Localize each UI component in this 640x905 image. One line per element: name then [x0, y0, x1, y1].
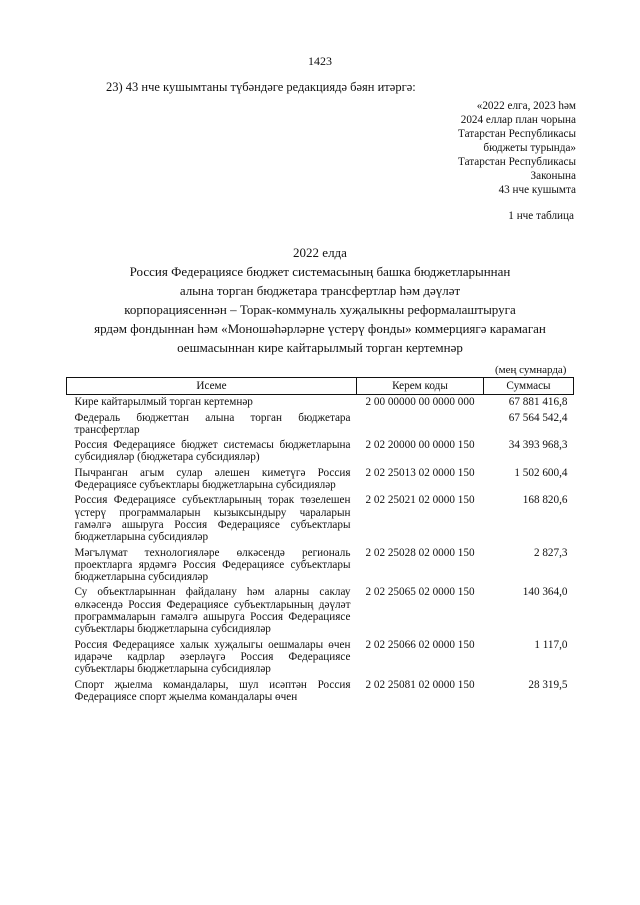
row-amount: 34 393 968,3	[508, 439, 568, 452]
row-code: 2 02 25065 02 0000 150	[365, 586, 475, 599]
annex-caption-line: «2022 елга, 2023 һәм	[476, 100, 576, 112]
annex-caption-line: Татарстан Республикасы	[458, 156, 576, 168]
table-row	[67, 411, 574, 439]
document-title-line: 2022 елда	[293, 245, 347, 260]
table-row	[67, 546, 574, 586]
row-amount: 67 881 416,8	[508, 396, 568, 409]
page-number: 1423	[308, 54, 332, 68]
row-amount: 168 820,6	[522, 494, 568, 507]
annex-caption-line: 43 нче кушымта	[498, 184, 576, 196]
table-row	[67, 395, 574, 411]
row-name: Россия Федерациясе бюджет системасы бюджетларына субсидияләр (бюджетара субсидияләр)	[74, 439, 351, 464]
table-row	[67, 438, 574, 466]
row-code: 2 00 00000 00 0000 000	[365, 396, 475, 409]
row-code: 2 02 25066 02 0000 150	[365, 638, 475, 651]
column-header-name: Исеме	[67, 378, 357, 395]
row-name: Федераль бюджеттан алына торган бюджетара трансфертлар	[74, 411, 351, 436]
row-name: Россия Федерациясе халык хуҗалыгы оешмалары өчен идарәче кадрлар әзерләүгә Россия Федерациясе субъектлары бюджетларына субсидияләр	[74, 638, 351, 676]
document-title-line: корпорациясеннән – Торак-коммуналь хуҗалыкны реформалаштыруга	[124, 302, 516, 317]
document-title-line: Россия Федерациясе бюджет системасының башка бюджетларыннан	[129, 264, 511, 279]
row-name: Кире кайтарылмый торган кертемнәр	[74, 396, 253, 409]
table-row	[67, 466, 574, 494]
row-code: 2 02 25021 02 0000 150	[365, 494, 475, 507]
annex-caption-line: Законына	[530, 170, 576, 182]
document-title-line: оешмасыннан кире кайтарылмый торган кертемнәр	[177, 340, 463, 355]
row-code: 2 02 25013 02 0000 150	[365, 466, 475, 479]
row-amount: 1 502 600,4	[514, 466, 568, 479]
table-header-row	[67, 378, 574, 395]
table-row	[67, 493, 574, 545]
document-title-line: алына торган бюджетара трансфертлар һәм дәүләт	[179, 283, 461, 298]
row-amount: 1 117,0	[534, 638, 568, 651]
table-row	[67, 638, 574, 678]
annex-caption-line: 2024 еллар план чорына	[460, 114, 576, 126]
row-name: Пычранган агым сулар әлешен киметүгә Россия Федерациясе субъектлары бюджетларына субсидияләр	[74, 466, 351, 492]
document-title-line: ярдәм фондыннан һәм «Моношәһәрләрне үстерү фонды» коммерциягә карамаган	[94, 321, 546, 336]
table-row	[67, 585, 574, 637]
row-amount: 28 319,5	[528, 678, 568, 691]
row-name: Россия Федерациясе субъектларының торак төзелешен үстерү программаларын кызыксындыру чараларын гамәлгә ашыруга Россия Федерациясе субъектлары бюджетларына субсидияләр	[74, 494, 351, 544]
units-note: (мең сумнарда)	[495, 364, 567, 376]
row-name: Су объектларыннан файдалану һәм аларны саклау өлкәсендә Россия Федерациясе субъектларының дәүләт программаларын гамәлгә ашыруга Россия Федерациясе субъектлары бюджетларына субсидияләр	[74, 586, 351, 636]
row-amount: 67 564 542,4	[508, 411, 568, 424]
row-name: Мәгълүмат технологияләре өлкәсендә региональ проектларга ярдәмгә Россия Федерациясе субъектлары бюджетларына субсидияләр	[74, 546, 351, 584]
row-amount: 2 827,3	[533, 546, 568, 559]
row-code: 2 02 25028 02 0000 150	[365, 546, 475, 559]
column-header-code: Керем коды	[357, 378, 484, 395]
amendment-heading: 23) 43 нче кушымтаны түбәндәге редакциядә бәян итәргә:	[106, 80, 416, 94]
transfers-table	[66, 377, 574, 705]
annex-caption-line: бюджеты турында»	[483, 142, 576, 154]
row-code: 2 02 20000 00 0000 150	[365, 439, 475, 452]
annex-caption-line: Татарстан Республикасы	[458, 128, 576, 140]
column-header-amount: Суммасы	[484, 378, 574, 395]
table-row	[67, 678, 574, 706]
row-code	[357, 411, 484, 439]
row-name: Спорт җыелма командалары, шул исәптән Россия Федерациясе спорт җыелма командалары өчен	[74, 678, 351, 703]
table-label: 1 нче таблица	[508, 210, 574, 222]
row-code: 2 02 25081 02 0000 150	[365, 678, 475, 691]
row-amount: 140 364,0	[522, 586, 568, 599]
